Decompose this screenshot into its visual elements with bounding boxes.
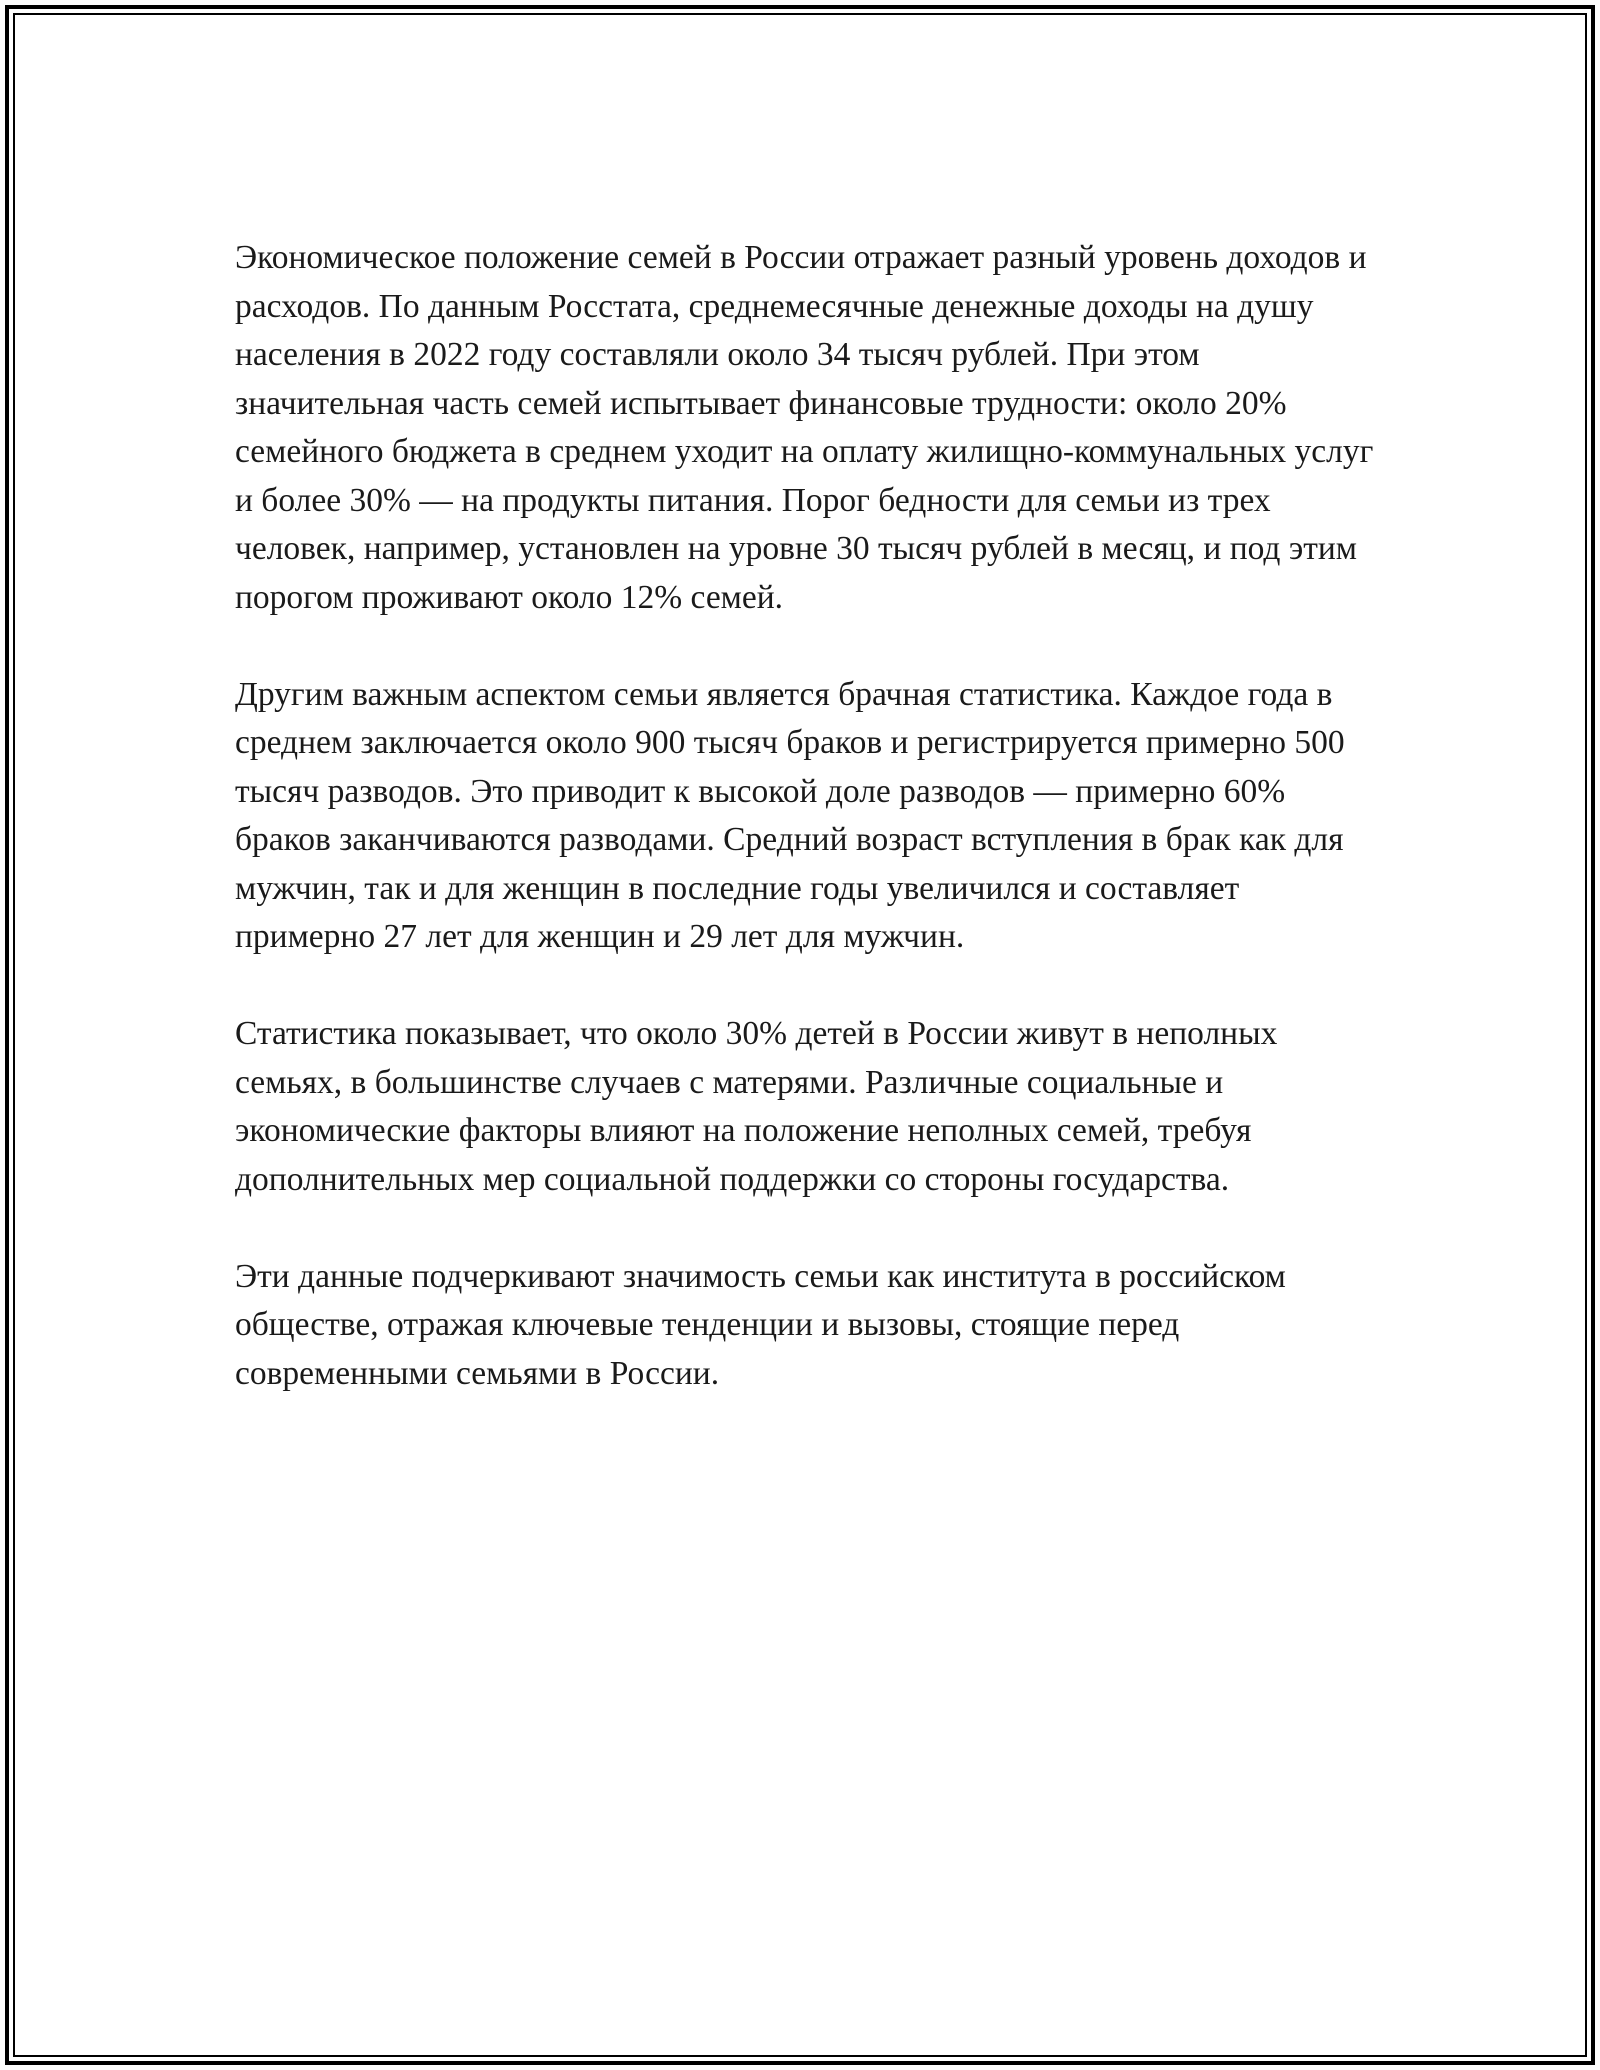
paragraph-economy: Экономическое положение семей в России отражает разный уровень доходов и расходов. По данным Росстата, среднемесячные денежные доходы на душу населения в 2022 году составляли около 34 тысяч рублей. При этом значительная часть семей испытывает финансовые трудности: около 20% семейного бюджета в среднем уходит на оплату жилищно-коммунальных услуг и более 30% — на продукты питания. Порог бедности для семьи из трех человек, например, установлен на уровне 30 тысяч рублей в месяц, и под этим порогом проживают около 12% семей. xyxy=(235,239,1374,616)
document-body xyxy=(235,234,1375,1398)
paragraph-conclusion: Эти данные подчеркивают значимость семьи как института в российском обществе, отражая ключевые тенденции и вызовы, стоящие перед современными семьями в России. xyxy=(235,1257,1286,1392)
paragraph-marriage: Другим важным аспектом семьи является брачная статистика. Каждое года в среднем заключается около 900 тысяч браков и регистрируется примерно 500 тысяч разводов. Это приводит к высокой доле разводов — примерно 60% браков заканчиваются разводами. Средний возраст вступления в брак как для мужчин, так и для женщин в последние годы увеличился и составляет примерно 27 лет для женщин и 29 лет для мужчин. xyxy=(235,675,1345,955)
paragraph-single-parent: Статистика показывает, что около 30% детей в России живут в неполных семьях, в большинстве случаев с матерями. Различные социальные и экономические факторы влияют на положение неполных семей, требуя дополнительных мер социальной поддержки со стороны государства. xyxy=(235,1015,1278,1198)
